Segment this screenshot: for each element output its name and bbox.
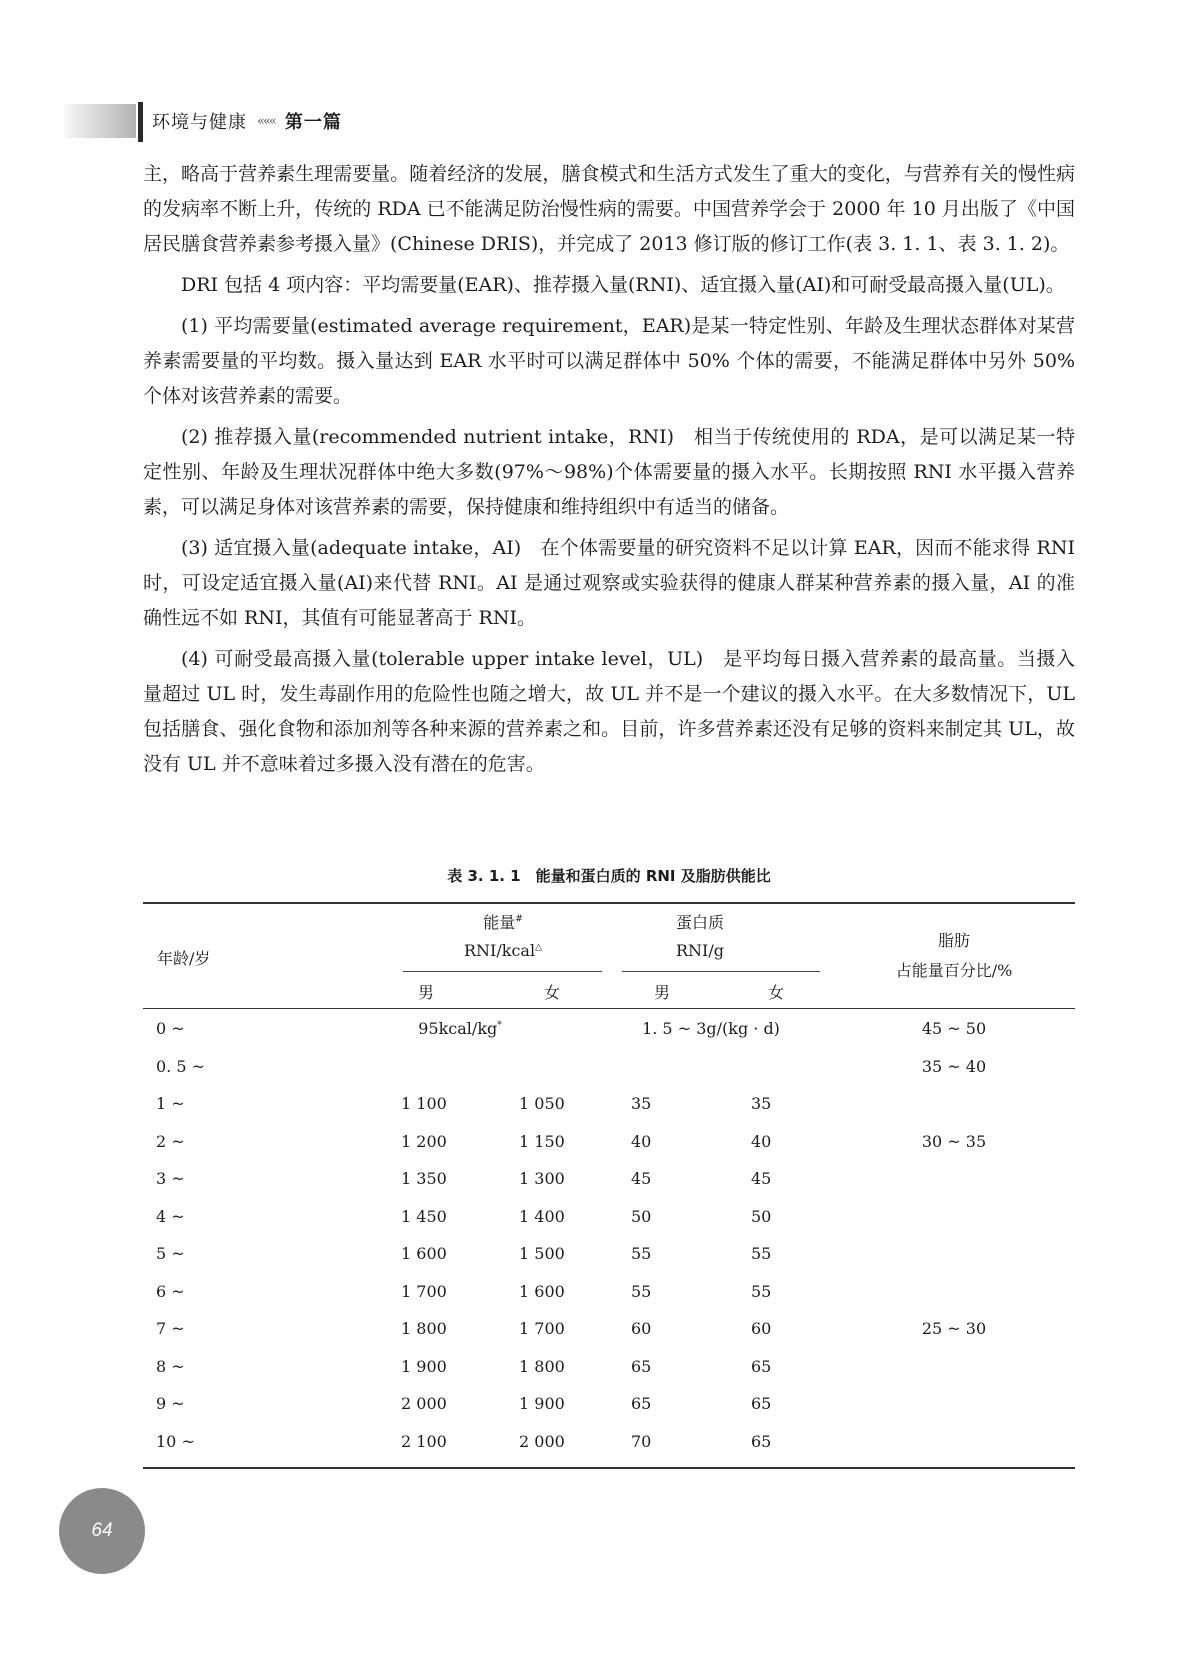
cell-energy-f: 2 000 xyxy=(519,1431,565,1451)
cell-energy-span-mark: * xyxy=(497,1020,502,1031)
table-bottom-rule xyxy=(143,1467,1075,1469)
header-energy-unit-mark: △ xyxy=(535,942,542,953)
cell-fat: 35 ~ 40 xyxy=(921,1056,987,1076)
table-row xyxy=(143,1048,1075,1086)
header-fat: 脂肪 xyxy=(937,931,971,950)
cell-age: 10 ~ xyxy=(156,1431,195,1451)
cell-energy-f: 1 900 xyxy=(519,1394,565,1413)
page-number: 64 xyxy=(91,1520,113,1541)
header-energy-male: 男 xyxy=(417,983,435,1002)
cell-fat: 45 ~ 50 xyxy=(921,1019,987,1038)
cell-age: 3 ~ xyxy=(156,1169,185,1188)
cell-energy-m: 1 450 xyxy=(401,1206,447,1226)
book-title: 环境与健康 xyxy=(152,112,247,133)
cell-protein-f: 45 xyxy=(751,1169,772,1188)
cell-protein-f: 65 xyxy=(751,1356,772,1376)
cell-energy-f: 1 150 xyxy=(519,1131,565,1151)
cell-energy-m: 1 900 xyxy=(401,1356,447,1376)
table-row xyxy=(143,1198,1075,1236)
header-energy-unit xyxy=(464,941,542,960)
table-row xyxy=(143,1273,1075,1311)
cell-age: 6 ~ xyxy=(156,1281,185,1301)
header-energy-mark: # xyxy=(515,914,523,925)
table-data-rows xyxy=(143,1085,1075,1460)
energy-header-rule xyxy=(403,971,602,972)
paragraph-ear: (1) 平均需要量(estimated average requirement，EAR)是某一特定性别、年龄及生理状态群体对某营养素需要量的平均数。摄入量达到 EAR 水平时可以满足群体中 50% 个体的需要，不能满足群体中另外 50% 个体对该营养素的需要。 xyxy=(143,315,1075,407)
cell-age: 5 ~ xyxy=(156,1244,185,1263)
cell-protein-m: 45 xyxy=(631,1169,652,1188)
page-number-badge xyxy=(59,1488,145,1574)
cell-energy-f: 1 700 xyxy=(519,1319,565,1338)
cell-energy-m: 1 600 xyxy=(401,1244,447,1263)
cell-protein-f: 65 xyxy=(751,1431,772,1451)
cell-energy-f: 1 050 xyxy=(519,1094,565,1113)
header-protein-unit: RNI/g xyxy=(676,941,724,960)
paragraph-ai: (3) 适宜摄入量(adequate intake，AI) 在个体需要量的研究资料不足以计算 EAR，因而不能求得 RNI 时，可设定适宜摄入量(AI)来代替 RNI。AI 是通过观察或实验获得的健康人群某种营养素的摄入量，AI 的准确性远不如 RNI，其值有可能显著高于 RNI。 xyxy=(143,537,1075,629)
header-energy-unit-label: RNI/kcal xyxy=(464,941,536,960)
part-title: 第一篇 xyxy=(284,112,342,133)
cell-protein-m: 70 xyxy=(631,1431,652,1451)
header-arrows-icon: ««« xyxy=(257,113,275,129)
header-energy-label: 能量 xyxy=(483,913,516,932)
cell-protein-f: 60 xyxy=(751,1319,772,1338)
table-row xyxy=(143,1010,1075,1048)
header-bar xyxy=(138,102,143,142)
header-age: 年龄/岁 xyxy=(157,949,211,968)
cell-protein-m: 55 xyxy=(631,1244,652,1263)
cell-fat: 25 ~ 30 xyxy=(921,1319,987,1338)
header-fat-unit: 占能量百分比/% xyxy=(895,961,1013,980)
table-row xyxy=(143,1310,1075,1348)
cell-energy-f: 1 600 xyxy=(519,1281,565,1301)
cell-protein-m: 65 xyxy=(631,1394,652,1413)
cell-protein-m: 55 xyxy=(631,1281,652,1301)
paragraph-ul: (4) 可耐受最高摄入量(tolerable upper intake level，UL) 是平均每日摄入营养素的最高量。当摄入量超过 UL 时，发生毒副作用的危险性也随之增大，故 UL 并不是一个建议的摄入水平。在大多数情况下，UL 包括膳食、强化食物和添加剂等各种来源的营养素之和。目前，许多营养素还没有足够的资料来制定其 UL，故没有 UL 并不意味着过多摄入没有潜在的危害。 xyxy=(143,648,1075,775)
cell-protein-span: 1. 5 ~ 3g/(kg · d) xyxy=(642,1019,780,1038)
cell-energy-m: 1 200 xyxy=(401,1131,447,1151)
cell-energy-m: 2 000 xyxy=(401,1394,447,1413)
cell-protein-f: 40 xyxy=(751,1131,772,1151)
cell-protein-m: 40 xyxy=(631,1131,652,1151)
cell-age: 7 ~ xyxy=(156,1319,185,1338)
table-row xyxy=(143,1348,1075,1386)
cell-age: 2 ~ xyxy=(156,1131,185,1151)
table-header-rule xyxy=(143,1008,1075,1009)
paragraph-dri: DRI 包括 4 项内容：平均需要量(EAR)、推荐摄入量(RNI)、适宜摄入量(AI)和可耐受最高摄入量(UL)。 xyxy=(181,274,1065,296)
cell-protein-f: 50 xyxy=(751,1206,772,1226)
header-protein-male: 男 xyxy=(653,983,671,1002)
cell-energy-span xyxy=(418,1019,502,1038)
cell-age: 8 ~ xyxy=(156,1356,185,1376)
cell-energy-f: 1 400 xyxy=(519,1206,565,1226)
table-row xyxy=(143,1160,1075,1198)
cell-energy-f: 1 800 xyxy=(519,1356,565,1376)
cell-protein-m: 35 xyxy=(631,1094,652,1113)
cell-age: 1 ~ xyxy=(156,1094,185,1113)
protein-header-rule xyxy=(622,971,820,972)
table-caption: 表 3. 1. 1 能量和蛋白质的 RNI 及脂肪供能比 xyxy=(447,867,771,885)
table-top-rule xyxy=(143,902,1075,904)
cell-protein-f: 35 xyxy=(751,1094,772,1113)
table-body xyxy=(143,1010,1075,1460)
cell-protein-f: 65 xyxy=(751,1394,772,1413)
cell-protein-f: 55 xyxy=(751,1281,772,1301)
cell-energy-m: 1 100 xyxy=(401,1094,447,1113)
cell-energy-m: 2 100 xyxy=(401,1431,447,1451)
cell-age: 0. 5 ~ xyxy=(156,1056,206,1076)
cell-fat: 30 ~ 35 xyxy=(921,1131,987,1151)
table-row xyxy=(143,1235,1075,1273)
header-decoration xyxy=(64,104,136,138)
cell-age: 0 ~ xyxy=(156,1019,185,1038)
table-row xyxy=(143,1085,1075,1123)
cell-age: 9 ~ xyxy=(156,1394,185,1413)
cell-energy-m: 1 350 xyxy=(401,1169,447,1188)
header-energy-female: 女 xyxy=(543,983,561,1002)
cell-protein-m: 50 xyxy=(631,1206,652,1226)
cell-protein-m: 60 xyxy=(631,1319,652,1338)
body-text xyxy=(143,157,1075,782)
paragraph-continuation: 主，略高于营养素生理需要量。随着经济的发展，膳食模式和生活方式发生了重大的变化，与营养有关的慢性病的发病率不断上升，传统的 RDA 已不能满足防治慢性病的需要。中国营养学会于 2000 年 10 月出版了《中国居民膳食营养素参考摄入量》(Chinese DRIS)，并完成了 2013 修订版的修订工作(表 3. 1. 1、表 3. 1. 2)。 xyxy=(143,163,1075,255)
table-row xyxy=(143,1123,1075,1161)
cell-protein-m: 65 xyxy=(631,1356,652,1376)
header-protein: 蛋白质 xyxy=(675,913,725,932)
cell-energy-span-value: 95kcal/kg xyxy=(418,1019,498,1038)
cell-energy-f: 1 300 xyxy=(519,1169,565,1188)
table-row xyxy=(143,1385,1075,1423)
cell-energy-m: 1 700 xyxy=(401,1281,447,1301)
header-protein-female: 女 xyxy=(767,983,785,1002)
running-header xyxy=(152,108,342,134)
cell-energy-m: 1 800 xyxy=(401,1319,447,1338)
header-energy xyxy=(483,910,523,933)
table-row xyxy=(143,1423,1075,1461)
paragraph-rni: (2) 推荐摄入量(recommended nutrient intake，RNI) 相当于传统使用的 RDA，是可以满足某一特定性别、年龄及生理状况群体中绝大多数(97%～98%)个体需要量的摄入水平。长期按照 RNI 水平摄入营养素，可以满足身体对该营养素的需要，保持健康和维持组织中有适当的储备。 xyxy=(143,426,1075,518)
cell-protein-f: 55 xyxy=(751,1244,772,1263)
cell-energy-f: 1 500 xyxy=(519,1244,565,1263)
cell-age: 4 ~ xyxy=(156,1206,185,1226)
